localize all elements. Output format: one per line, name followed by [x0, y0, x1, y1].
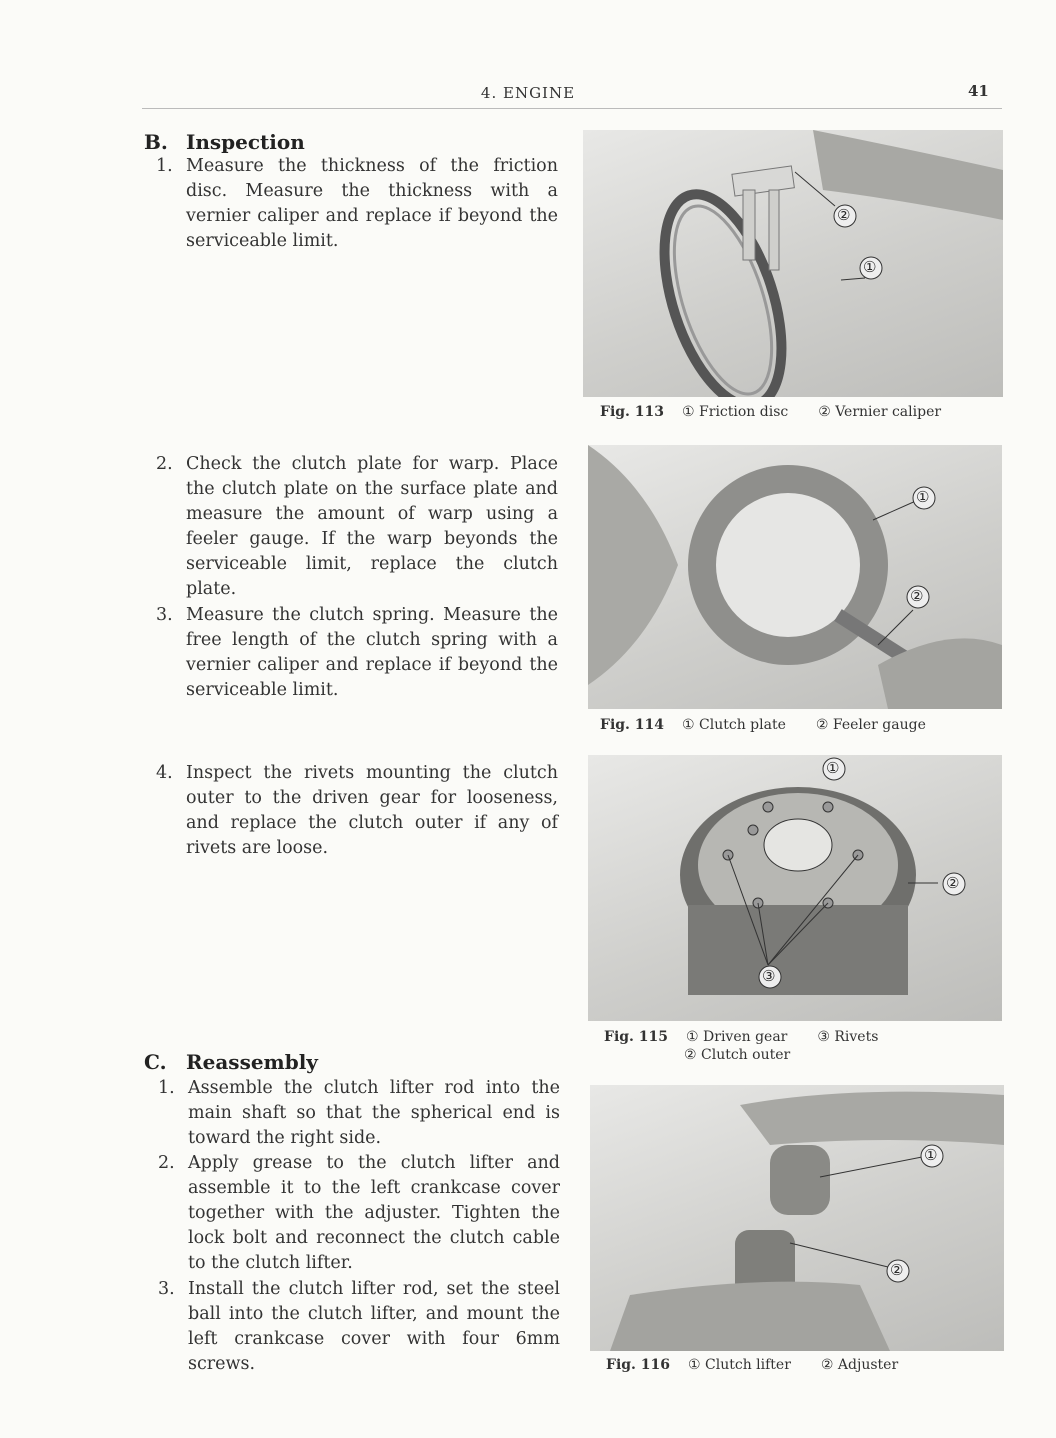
step-number: 2.: [156, 454, 173, 474]
fig-114-caption: [600, 717, 956, 733]
step-number: 2.: [158, 1153, 175, 1173]
clutch-outer-basket: [688, 905, 908, 995]
rivet: [823, 802, 833, 812]
reassembly-step-1: [158, 1076, 560, 1151]
fig-115-photo: [588, 755, 1002, 1021]
step-number: 3.: [156, 605, 173, 625]
center-hub: [764, 819, 832, 871]
friction-disc: [641, 180, 804, 397]
caption-item: ② Vernier caliper: [818, 404, 942, 420]
vernier-caliper: [732, 166, 794, 196]
figure-number: Fig. 114: [600, 717, 665, 733]
callout-label: ①: [826, 759, 840, 777]
step-number: 1.: [156, 156, 173, 176]
step-text: Assemble the clutch lifter rod into the main shaft so that the spherical end is toward the right side.: [188, 1078, 560, 1148]
step-text: Inspect the rivets mounting the clutch outer to the driven gear for looseness, and replace the clutch outer if any of rivets are loose.: [186, 763, 558, 858]
callout-line: [873, 500, 918, 520]
header-rule: [142, 108, 1002, 109]
reassembly-step-2: [158, 1151, 560, 1276]
callout-line: [790, 1243, 888, 1267]
figure-number: Fig. 116: [606, 1357, 671, 1373]
caption-item: ① Friction disc: [682, 404, 789, 420]
step-text: Install the clutch lifter rod, set the steel ball into the clutch lifter, and mount the left crankcase cover with four 6mm screws.: [188, 1279, 560, 1374]
hand: [588, 445, 678, 685]
inspection-step-1: [156, 154, 558, 254]
inspection-step-2: [156, 452, 558, 602]
section-letter: C.: [144, 1050, 167, 1074]
callout-line: [820, 1157, 922, 1177]
rivet: [748, 825, 758, 835]
fig-115-caption-line-2: [684, 1047, 820, 1063]
step-number: 4.: [156, 763, 173, 783]
fig-116-caption: [606, 1357, 928, 1373]
page-number: 41: [968, 82, 989, 100]
clutch-lifter: [770, 1145, 830, 1215]
caption-item: ② Adjuster: [820, 1357, 899, 1373]
fig-113-illustration: [583, 130, 1003, 397]
caption-item: ① Clutch plate: [682, 717, 786, 733]
hand: [610, 1282, 890, 1351]
fig-113-caption: [600, 404, 971, 420]
section-letter: B.: [144, 130, 168, 154]
callout-label: ②: [890, 1261, 904, 1279]
section-title: 4. ENGINE: [480, 84, 576, 102]
callout-line: [878, 610, 913, 645]
fig-113-photo: [583, 130, 1003, 397]
reassembly-heading: [144, 1050, 318, 1074]
reassembly-step-3: [158, 1277, 560, 1377]
callout-line: [841, 278, 865, 280]
caption-item: ① Clutch lifter: [688, 1357, 791, 1373]
callout-label: ②: [837, 206, 851, 224]
fig-114-photo: [588, 445, 1002, 709]
callout-label: ②: [946, 874, 960, 892]
caliper-jaw: [769, 190, 779, 270]
fig-115-illustration: [588, 755, 1002, 1021]
step-text: Measure the clutch spring. Measure the free length of the clutch spring with a vernier caliper and replace if beyond the serviceable limit.: [186, 605, 558, 700]
step-text: Check the clutch plate for warp. Place the clutch plate on the surface plate and measure the amount of warp using a feeler gauge. If the warp beyonds the serviceable limit, replace the clutch plate.: [186, 454, 558, 599]
fig-116-illustration: [590, 1085, 1004, 1351]
inspection-step-4: [156, 761, 558, 861]
figure-number: Fig. 115: [604, 1029, 669, 1045]
rivet: [763, 802, 773, 812]
inspection-heading: [144, 130, 305, 154]
caliper-jaw: [743, 190, 755, 260]
step-text: Measure the thickness of the friction disc. Measure the thickness with a vernier caliper and replace if beyond the serviceable limit.: [186, 156, 558, 251]
caption-item: ② Clutch outer: [684, 1047, 791, 1063]
caption-item: ② Feeler gauge: [815, 717, 926, 733]
callout-label: ①: [924, 1146, 938, 1164]
section-title-text: Reassembly: [186, 1050, 318, 1074]
fig-116-photo: [590, 1085, 1004, 1351]
callout-label: ③: [762, 967, 776, 985]
callout-label: ①: [863, 258, 877, 276]
hand: [740, 1092, 1004, 1145]
fig-114-illustration: [588, 445, 1002, 709]
fig-115-caption: [604, 1029, 908, 1045]
inspection-step-3: [156, 603, 558, 703]
step-number: 1.: [158, 1078, 175, 1098]
step-text: Apply grease to the clutch lifter and assemble it to the left crankcase cover together with the adjuster. Tighten the lock bolt and reconnect the clutch cable to the clutch lifter.: [188, 1153, 560, 1273]
step-number: 3.: [158, 1279, 175, 1299]
caption-item: ① Driven gear: [686, 1029, 788, 1045]
caption-item: ③ Rivets: [817, 1029, 879, 1045]
callout-label: ①: [916, 488, 930, 506]
section-title-text: Inspection: [186, 130, 305, 154]
figure-number: Fig. 113: [600, 404, 665, 420]
callout-label: ②: [910, 587, 924, 605]
